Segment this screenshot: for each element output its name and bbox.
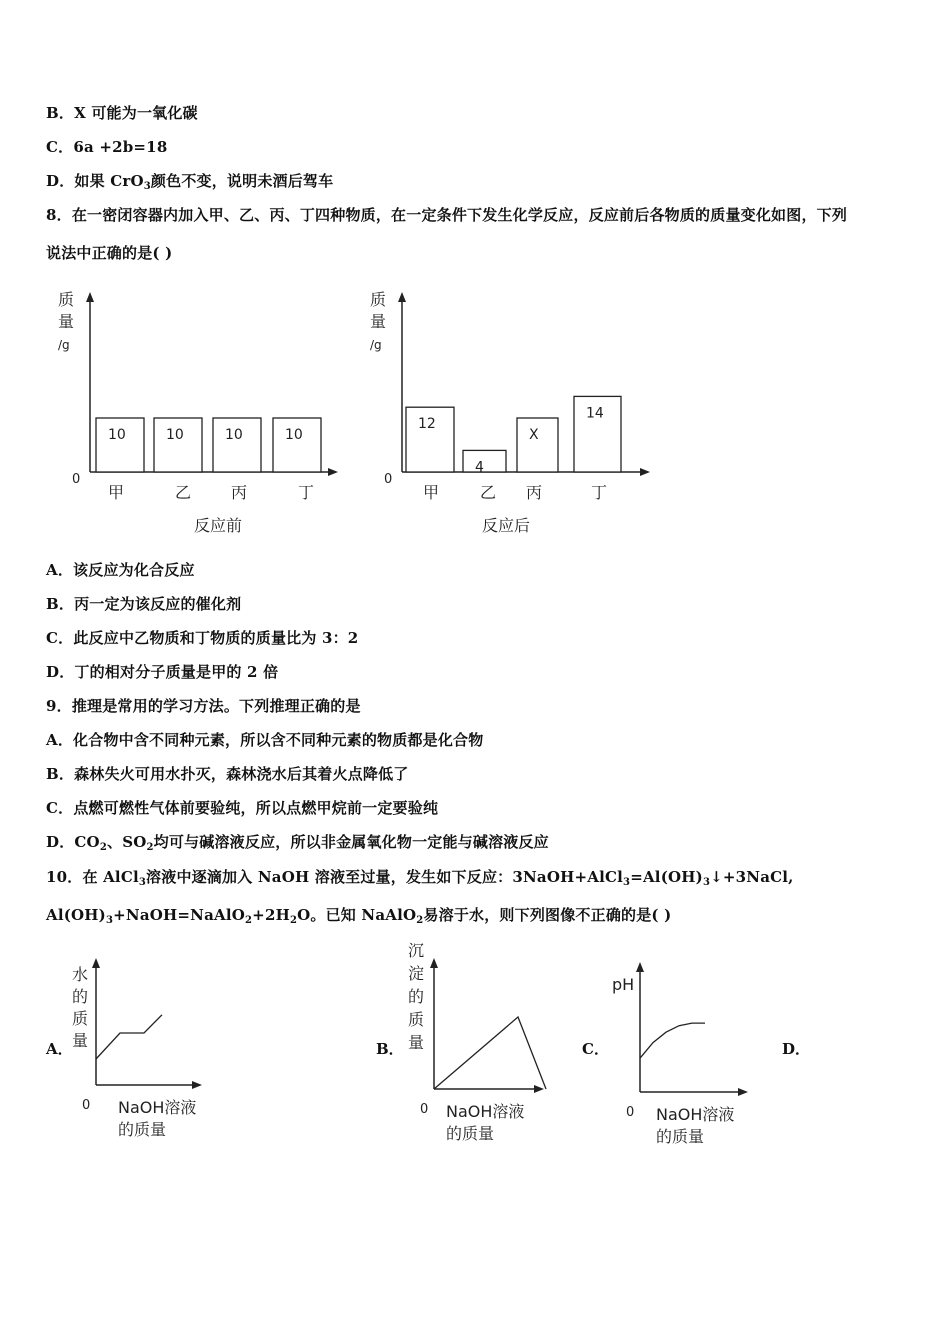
graph-c-ph <box>606 962 756 1152</box>
y-axis-label: pH <box>612 975 635 994</box>
y-axis-arrow <box>430 958 438 968</box>
x-axis-label: 的质量 <box>118 1120 167 1139</box>
q7-option-b: B．X 可能为一氧化碳 <box>46 104 198 122</box>
category-label-甲: 甲 <box>423 483 440 502</box>
data-line <box>640 1023 705 1058</box>
x-axis-arrow <box>328 468 338 476</box>
q10-option-a-label: A． <box>46 1040 73 1058</box>
y-axis-label: 水 <box>72 965 89 984</box>
y-axis-arrow <box>398 292 406 302</box>
q9-option-c: C．点燃可燃性气体前要验纯，所以点燃甲烷前一定要验纯 <box>46 799 439 817</box>
bar-label-甲: 10 <box>108 427 126 443</box>
q10-option-b-label: B． <box>376 1040 404 1058</box>
q9-stem: 9．推理是常用的学习方法。下列推理正确的是 <box>46 697 361 715</box>
q9-option-a: A．化合物中含不同种元素，所以含不同种元素的物质都是化合物 <box>46 731 484 749</box>
q8-stem-line1: 8．在一密闭容器内加入甲、乙、丙、丁四种物质，在一定条件下发生化学反应，反应前后各物质的质量变化如图，下列 <box>46 206 848 224</box>
y-axis-label: 质 <box>370 290 387 309</box>
q8-option-c: C．此反应中乙物质和丁物质的质量比为 3：2 <box>46 629 359 647</box>
bar-label-丁: 14 <box>586 405 604 422</box>
y-axis-label: 质 <box>72 1009 89 1028</box>
y-axis-label: 量 <box>408 1033 425 1052</box>
origin-label: 0 <box>82 1098 91 1113</box>
chart-after-reaction <box>360 285 660 540</box>
y-axis-arrow <box>92 958 100 968</box>
category-label-丁: 丁 <box>298 483 315 502</box>
category-label-乙: 乙 <box>175 483 192 502</box>
x-axis-label: 的质量 <box>446 1124 495 1143</box>
x-axis-label: NaOH溶液 <box>656 1105 735 1124</box>
q8-option-a: A．该反应为化合反应 <box>46 561 195 579</box>
q8-stem-line2: 说法中正确的是( ) <box>46 244 173 262</box>
origin-label: 0 <box>72 472 81 487</box>
x-axis-arrow <box>640 468 650 476</box>
bar-乙 <box>463 450 506 472</box>
y-axis-label: /g <box>370 338 382 352</box>
q7-option-c: C．6a +2b=18 <box>46 138 168 156</box>
bar-label-乙: 10 <box>166 427 184 443</box>
q10-stem-line1: 10．在 AlCl$_3$溶液中逐滴加入 NaOH 溶液至过量，发生如下反应：$3NaOH+AlCl_3=Al(OH)_3↓+3NaCl$, <box>46 868 794 888</box>
y-axis-arrow <box>86 292 94 302</box>
chart-title: 反应后 <box>482 516 531 535</box>
chart-before-reaction <box>48 285 348 540</box>
y-axis-label: /g <box>58 338 70 352</box>
y-axis-label: 量 <box>370 312 387 331</box>
category-label-丁: 丁 <box>591 483 608 502</box>
y-axis-label: 量 <box>58 312 75 331</box>
bar-label-乙: 4 <box>475 459 484 476</box>
data-line <box>96 1015 162 1059</box>
graph-b-precipitate-mass <box>400 938 550 1148</box>
data-line <box>434 1017 546 1089</box>
category-label-丙: 丙 <box>231 483 248 502</box>
y-axis-label: 的 <box>408 987 425 1006</box>
category-label-丙: 丙 <box>526 483 543 502</box>
bar-label-甲: 12 <box>418 416 436 433</box>
y-axis-label: 淀 <box>408 964 425 983</box>
bar-label-丙: 10 <box>225 427 243 443</box>
y-axis-label: 质 <box>58 290 75 309</box>
x-axis-arrow <box>534 1085 544 1093</box>
bar-label-丁: 10 <box>285 427 303 443</box>
origin-label: 0 <box>420 1102 429 1117</box>
q10-option-c-label: C． <box>582 1040 609 1058</box>
x-axis-label: NaOH溶液 <box>118 1098 197 1117</box>
x-axis-arrow <box>738 1088 748 1096</box>
chart-title: 反应前 <box>194 516 243 535</box>
x-axis-label: 的质量 <box>656 1127 705 1146</box>
q8-option-b: B．丙一定为该反应的催化剂 <box>46 595 242 613</box>
origin-label: 0 <box>626 1105 635 1120</box>
q9-option-d: D．$CO_2$、$SO_2$均可与碱溶液反应，所以非金属氧化物一定能与碱溶液反应 <box>46 833 549 853</box>
x-axis-label: NaOH溶液 <box>446 1102 525 1121</box>
x-axis-arrow <box>192 1081 202 1089</box>
origin-label: 0 <box>384 472 393 487</box>
category-label-甲: 甲 <box>108 483 125 502</box>
q8-option-d: D．丁的相对分子质量是甲的 2 倍 <box>46 663 279 681</box>
q10-stem-line2: $Al(OH)_3+NaOH=NaAlO_2+2H_2O$。已知 NaAlO$_2$易溶于水，则下列图像不正确的是( ) <box>46 906 672 926</box>
y-axis-label: 沉 <box>408 941 425 960</box>
category-label-乙: 乙 <box>480 483 497 502</box>
y-axis-arrow <box>636 962 644 972</box>
y-axis-label: 的 <box>72 987 89 1006</box>
q10-option-d-label: D． <box>782 1040 811 1058</box>
y-axis-label: 质 <box>408 1010 425 1029</box>
graph-a-water-mass <box>66 958 216 1148</box>
q7-option-d: D．如果 CrO$_3$颜色不变，说明未酒后驾车 <box>46 172 334 192</box>
q9-option-b: B．森林失火可用水扑灭，森林浇水后其着火点降低了 <box>46 765 409 783</box>
y-axis-label: 量 <box>72 1031 89 1050</box>
bar-label-丙: X <box>529 427 539 443</box>
